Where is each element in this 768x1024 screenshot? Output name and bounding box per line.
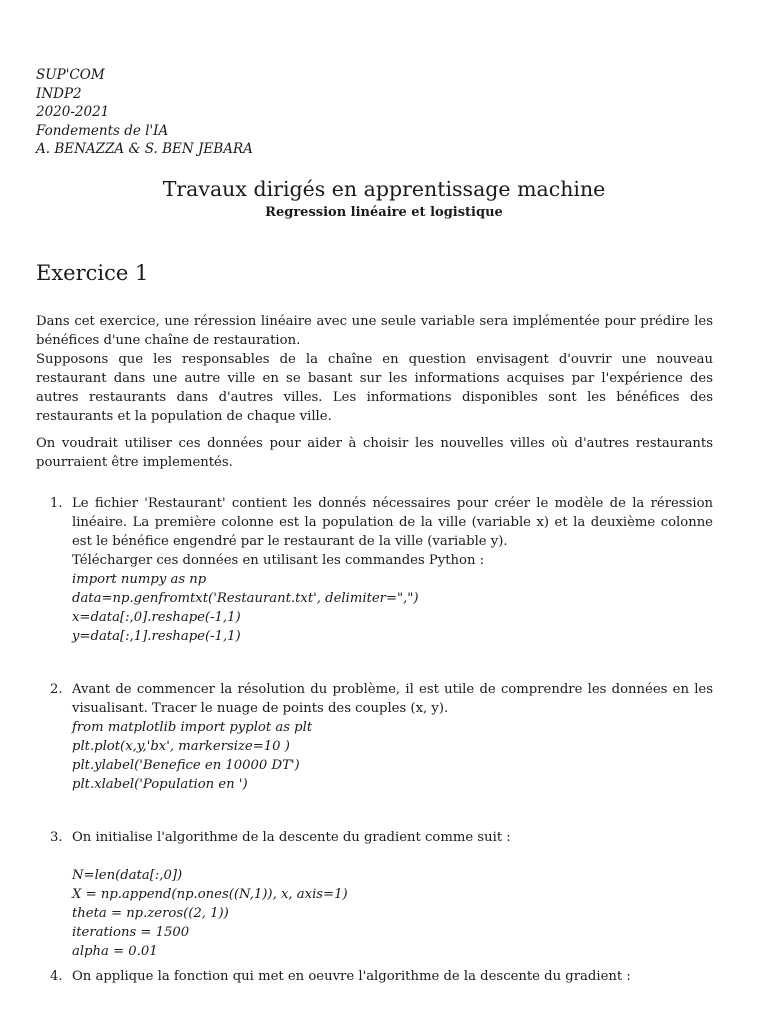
code-line: X = np.append(np.ones((N,1)), x, axis=1) [72, 887, 348, 902]
course-name: Fondements de l'IA [36, 122, 169, 139]
item-number: 2. [50, 682, 63, 697]
item-text: On applique la fonction qui met en oeuvre l'algorithme de la descente du gradient : [72, 969, 631, 984]
code-line: from matplotlib import pyplot as plt [72, 720, 313, 735]
class-name: INDP2 [36, 85, 82, 102]
intro-paragraph-1: Dans cet exercice, une réression linéaire avec une seule variable sera implémentée pour prédire les bénéfices d'une chaîne de restauration. [36, 314, 713, 348]
item-text: On initialise l'algorithme de la descente du gradient comme suit : [72, 830, 511, 845]
authors: A. BENAZZA & S. BEN JEBARA [36, 141, 253, 157]
code-block [72, 866, 713, 961]
code-line: x=data[:,0].reshape(-1,1) [72, 610, 241, 625]
item-number: 1. [50, 496, 63, 511]
intro-paragraph-3: On voudrait utiliser ces données pour aider à choisir les nouvelles villes où d'autres restaurants pourraient être implementés. [36, 436, 713, 470]
exercise-list [36, 494, 713, 986]
code-line: theta = np.zeros((2, 1)) [72, 906, 229, 921]
page-subtitle: Regression linéaire et logistique [265, 205, 503, 220]
code-block [72, 570, 713, 646]
intro-text [36, 312, 713, 472]
school-name: SUP'COM [36, 67, 105, 83]
list-item [36, 967, 713, 986]
code-line: N=len(data[:,0]) [72, 868, 183, 883]
code-line: plt.plot(x,y,'bx', markersize=10 ) [72, 739, 290, 754]
code-line: import numpy as np [72, 572, 207, 587]
code-line: plt.xlabel('Population en ') [72, 777, 248, 792]
code-line: y=data[:,1].reshape(-1,1) [72, 629, 241, 644]
page-title: Travaux dirigés en apprentissage machine [162, 177, 606, 201]
title-block [0, 176, 768, 222]
section-heading: Exercice 1 [36, 261, 149, 285]
course-header [36, 66, 253, 159]
academic-year: 2020-2021 [36, 104, 110, 120]
list-item [36, 828, 713, 961]
item-text: Le fichier 'Restaurant' contient les donnés nécessaires pour créer le modèle de la réression linéaire. La première colonne est la population de la ville (variable x) et la deuxième colonne est le bénéfice engendré par le restaurant de la ville (variable y). [72, 496, 713, 549]
intro-paragraph-2: Supposons que les responsables de la chaîne en question envisagent d'ouvrir une nouveau restaurant dans une autre ville en se basant sur les informations acquises par l'expérience des autres restaurants dans d'autres villes. Les informations disponibles sont les bénéfices des restaurants et la population de chaque ville. [36, 352, 713, 424]
item-number: 4. [50, 969, 63, 984]
list-item [36, 494, 713, 646]
item-text: Avant de commencer la résolution du problème, il est utile de comprendre les données en les visualisant. Tracer le nuage de points des couples (x, y). [72, 682, 713, 716]
code-line: iterations = 1500 [72, 925, 190, 940]
code-line: alpha = 0.01 [72, 944, 158, 959]
list-item [36, 680, 713, 794]
code-line: data=np.genfromtxt('Restaurant.txt', delimiter=",") [72, 591, 419, 606]
item-number: 3. [50, 830, 63, 845]
code-line: plt.ylabel('Benefice en 10000 DT') [72, 758, 300, 773]
code-block [72, 718, 713, 794]
item-text-secondary: Télécharger ces données en utilisant les commandes Python : [72, 553, 485, 568]
